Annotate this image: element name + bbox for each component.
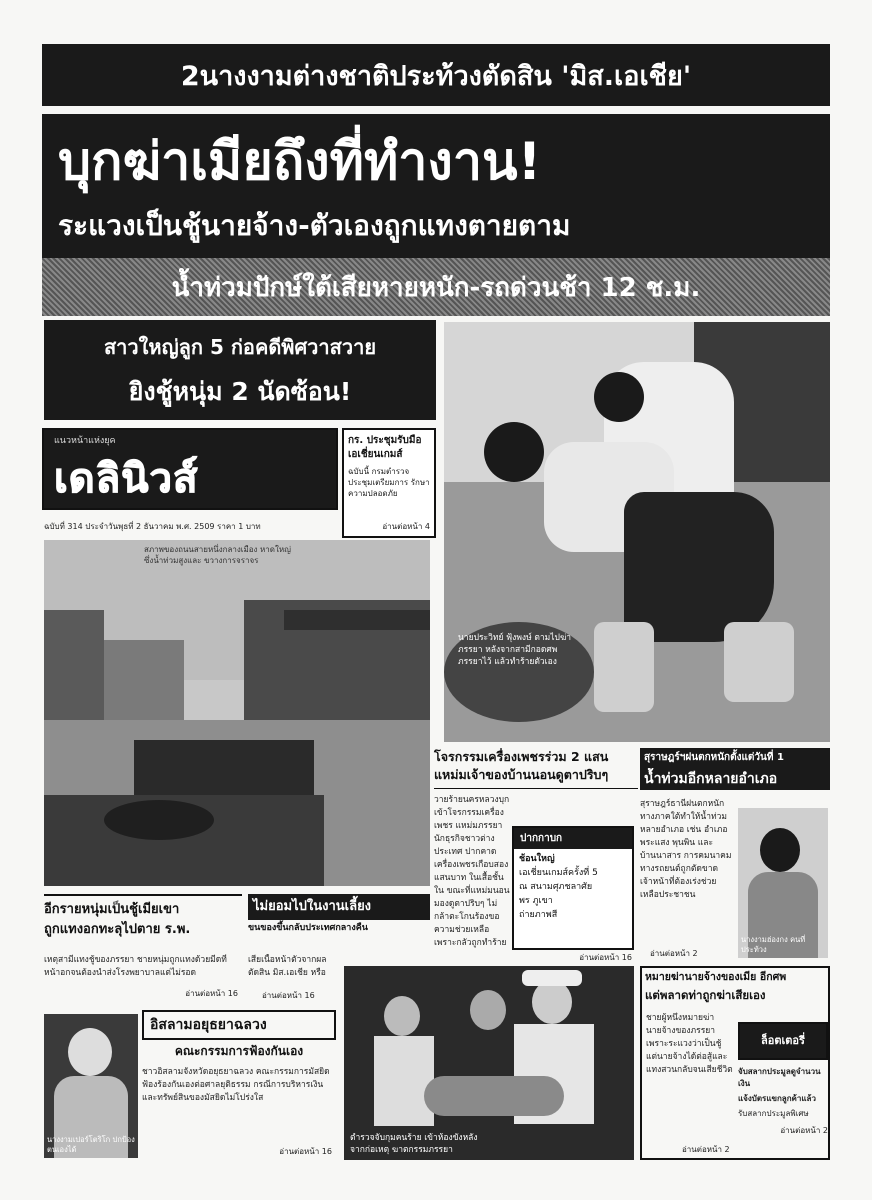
pageant-subtitle: ขนของขึ้นกลับประเทศกลางคืน (248, 923, 368, 933)
sports-box-line3: พร ภูเขา (519, 896, 553, 906)
sports-box-header: ปากกาบก (514, 828, 632, 849)
jewelry-title-2: แหม่มเจ้าของบ้านนอนดูตาปริบๆ (434, 767, 609, 782)
issue-line: ฉบับที่ 314 ประจำวันพุธที่ 2 ธันวาคม พ.ศ. 2509 ราคา 1 บาท (44, 522, 261, 531)
islam-story (142, 1010, 336, 1160)
islam-photo (44, 1014, 138, 1158)
employer-story (640, 966, 830, 1160)
flood-photo (44, 540, 430, 886)
lottery-logo: ล็อตเตอรี่ (738, 1022, 828, 1060)
lottery-box (738, 1022, 828, 1152)
side-box-title: กร. ประชุมรับมือเอเชี่ยนเกมส์ (348, 435, 422, 460)
arrest-photo (344, 966, 634, 1160)
surat-story (640, 748, 830, 964)
crime-photo (444, 322, 830, 742)
employer-ref: อ่านต่อหน้า 2 (682, 1145, 730, 1154)
lottery-line2: แจ้งบัตรแขกลูกค้าแล้ว (738, 1094, 816, 1103)
arrest-photo-caption: ตำรวจจับกุมคนร้าย เข้าห้องขังหลังจากก่อเหตุ ฆาตกรรมภรรยา (350, 1133, 478, 1155)
islam-subtitle: คณะกรรมการฟ้องกันเอง (174, 1044, 304, 1058)
lottery-ref: อ่านต่อหน้า 2 (780, 1126, 828, 1135)
surat-body: สุราษฎร์ธานีฝนตกหนักทางภาคใต้ทำให้น้ำท่วมหลายอำเภอ เช่น อำเภอพระแสง พุนพิน และบ้านนาสาร การคมนาคมทางรถยนต์ถูกตัดขาด เจ้าหน้าที่ต้องเร่งช่วยเหลือประชาชน (640, 799, 732, 900)
main-title: บุกฆ่าเมียถึงที่ทำงาน! (58, 132, 542, 192)
adultery-ref: อ่านต่อหน้า 16 (185, 989, 238, 998)
employer-title-1: หมายฆ่านายจ้างของเมีย อีกศพ (645, 971, 787, 983)
islam-body: ชาวอิสลามจังหวัดอยุธยาฉลวง คณะกรรมการมัสยิดฟ้องร้องกันเองต่อศาลยุติธรรม กรณีการบริหารเงินและทรัพย์สินของมัสยิดไม่โปร่งใส (142, 1067, 330, 1103)
adultery-title-2: ถูกแทงอกทะลุไปตาย ร.พ. (44, 922, 191, 937)
woman-headline-block (44, 320, 436, 420)
masthead-name: เดลินิวส์ (54, 456, 199, 502)
woman-line2: ยิงชู้หนุ่ม 2 นัดซ้อน! (128, 377, 352, 406)
islam-photo-caption: นางงามเปอร์โตริโก ปกป้องตนเองได้ (47, 1135, 135, 1154)
surat-title-2: น้ำท่วมอีกหลายอำเภอ (640, 768, 830, 790)
flood-headline (42, 258, 830, 316)
sports-box-title: ช้อนใหญ่ (519, 854, 555, 864)
side-news-box (342, 428, 436, 538)
pageant-title: ไม่ยอมไปในงานเลี้ยง (248, 894, 430, 920)
adultery-story (44, 894, 242, 1004)
surat-title-1: สุราษฎร์ฯฝนตกหนักตั้งแต่วันที่ 1 (640, 748, 830, 768)
top-banner (42, 44, 830, 106)
top-banner-text: 2นางงามต่างชาติประท้วงตัดสิน 'มิส.เอเชีย' (180, 60, 692, 92)
lottery-line3: รับสลากประมูลพิเศษ (738, 1109, 809, 1118)
adultery-title-1: อีกรายหนุ่มเป็นชู้เมียเขา (44, 902, 180, 917)
masthead-tagline: แนวหน้าแห่งยุค (54, 436, 116, 446)
sports-box-line1: เอเชี่ยนเกมส์ครั้งที่ 5 (519, 868, 598, 878)
masthead (42, 428, 338, 510)
sports-box-line2: ณ สนามศุภชลาศัย (519, 882, 593, 892)
adultery-body: เหตุสามีแทงชู้ของภรรยา ชายหนุ่มถูกแทงด้วยมีดที่หน้าอกจนต้องนำส่งโรงพยาบาลแต่ไม่รอด (44, 955, 227, 978)
side-box-body: ฉบับนี้ กรมตำรวจ ประชุมเตรียมการ รักษาความปลอดภัย (348, 467, 430, 498)
crime-photo-caption: นายประวิทย์ ฟุ้งพงษ์ ตามไปฆ่าภรรยา หลังจากสามีกอดศพภรรยาไว้ แล้วทำร้ายตัวเอง (458, 633, 572, 667)
sports-box-line4: ถ่ายภาพสี (519, 910, 558, 920)
side-box-ref: อ่านต่อหน้า 4 (382, 522, 430, 531)
lottery-line1: จับสลากประมูลดูจำนวนเงิน (738, 1067, 821, 1088)
pageant-body: เสียเนื้อหน้าตัวจากผลตัดสิน มิส.เอเชีย หรือ (248, 955, 327, 978)
woman-line1: สาวใหญ่ลูก 5 ก่อคดีพิศวาสวาย (103, 335, 377, 359)
jewelry-body: วายร้ายนครหลวงบุกเข้าโจรกรรมเครื่องเพชร แหม่มภรรยานักธุรกิจชาวต่างประเทศ ปากคาดเครื่องเพชรเกือบสองแสนบาท ในเสื้อชั้นใน ขณะที่แหม่มนอนมองดูตาปริบๆ ไม่กล้าตะโกนร้องขอความช่วยเหลือ เพราะกลัวถูกทำร้าย (434, 795, 510, 948)
islam-ref: อ่านต่อหน้า 16 (279, 1147, 332, 1156)
surat-photo-caption: นางงามฮ่องกง คนที่ประท้วง (741, 935, 806, 954)
pageant-ref: อ่านต่อหน้า 16 (262, 991, 315, 1000)
flood-photo-caption: สภาพของถนนสายหนึ่งกลางเมือง หาดใหญ่ซึ่งน้ำท่วมสูงและ ขวางการจราจร (144, 545, 291, 565)
jewelry-ref: อ่านต่อหน้า 16 (579, 953, 632, 962)
islam-title: อิสลามอยุธยาฉลวง (142, 1010, 336, 1040)
employer-body: ชายผู้หนึ่งหมายฆ่านายจ้างของภรรยาเพราะระแวงว่าเป็นชู้ แต่นายจ้างได้ต่อสู้และแทงสวนกลับจนเสียชีวิต (646, 1013, 733, 1075)
main-subtitle: ระแวงเป็นชู้นายจ้าง-ตัวเองถูกแทงตายตาม (58, 209, 571, 242)
jewelry-title-1: โจรกรรมเครื่องเพชรร่วม 2 แสน (434, 749, 609, 764)
main-headline-block (42, 114, 830, 260)
employer-title-2: แต่พลาดท่าถูกฆ่าเสียเอง (645, 988, 766, 1002)
surat-ref: อ่านต่อหน้า 2 (650, 949, 698, 958)
flood-headline-text: น้ำท่วมปักษ์ใต้เสียหายหนัก-รถด่วนช้า 12 ช.ม. (171, 272, 701, 303)
surat-photo (738, 808, 828, 958)
sports-box (512, 826, 634, 950)
